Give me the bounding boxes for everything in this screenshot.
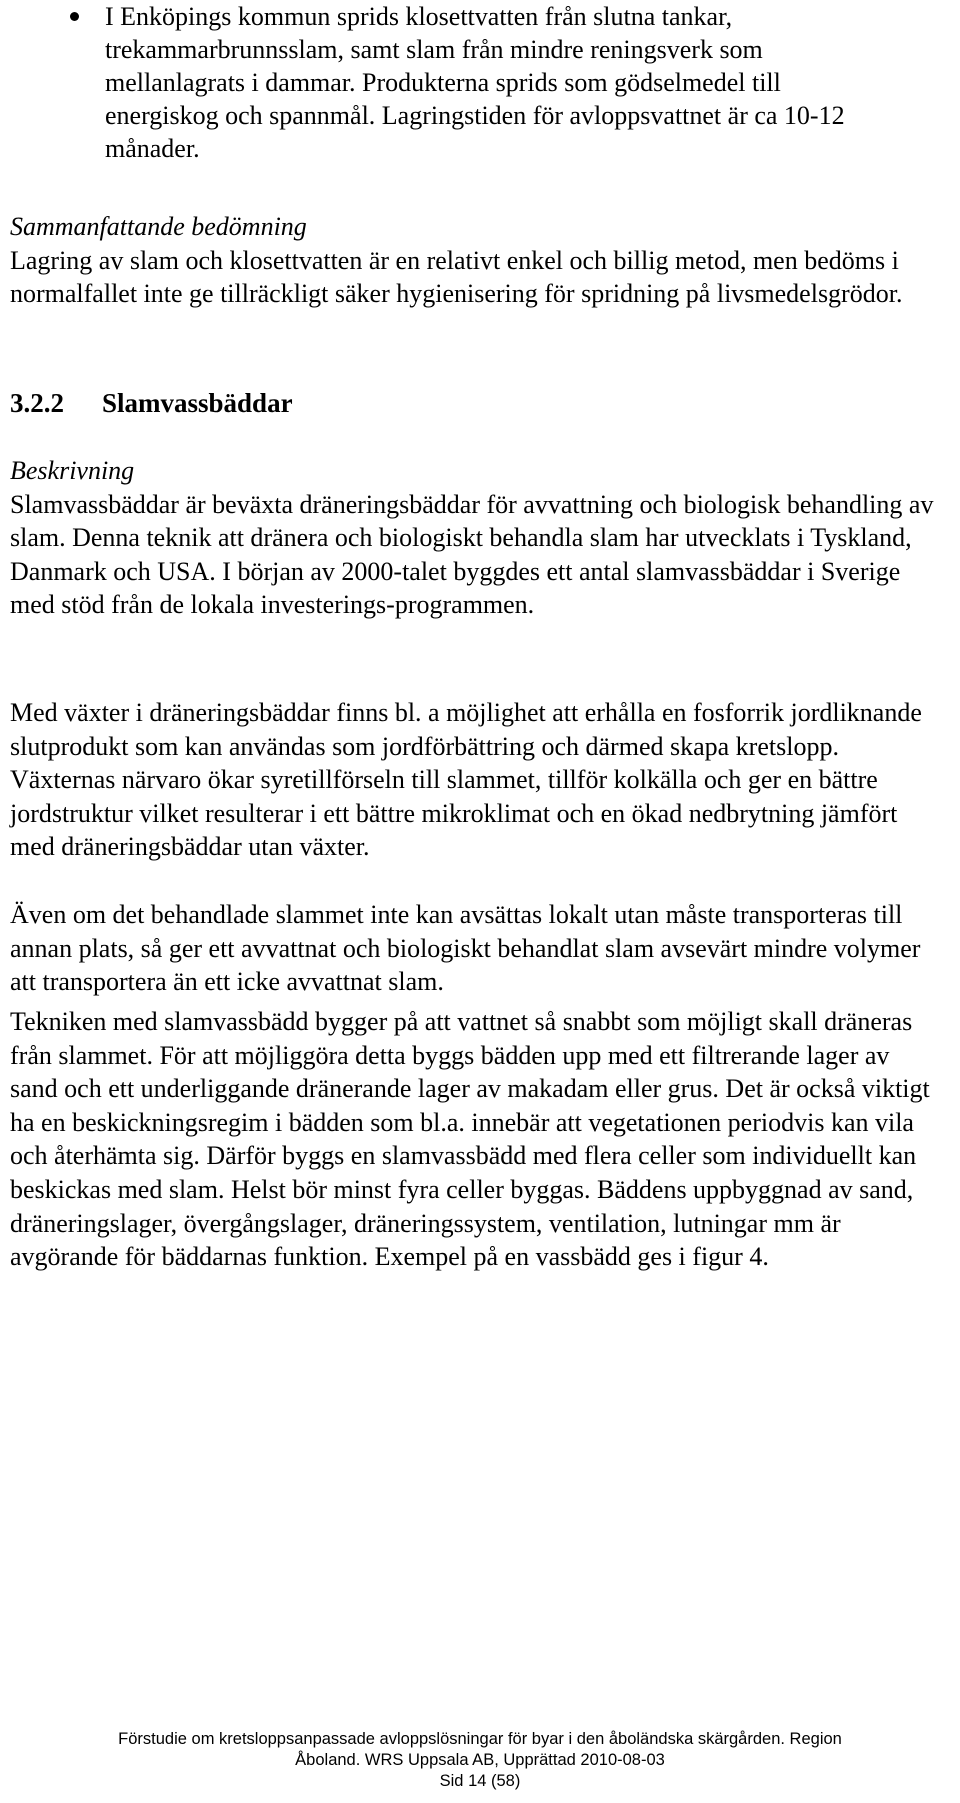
bullet-list-item bbox=[57, 0, 917, 165]
summary-text: Lagring av slam och klosettvatten är en relativt enkel och billig metod, men bedöms i normalfallet inte ge tillräckligt säker hygienisering för spridning på livsmedelsgrödor. bbox=[10, 245, 903, 309]
section-number: 3.2.2 bbox=[10, 388, 64, 418]
paragraph bbox=[10, 696, 935, 864]
footer-line: Åboland. WRS Uppsala AB, Upprättad 2010-08-03 bbox=[295, 1751, 665, 1769]
bullet-text: I Enköpings kommun sprids klosettvatten från slutna tankar, trekammarbrunnsslam, samt slam från mindre reningsverk som mellanlagrats i dammar. Produkterna sprids som gödselmedel till energiskog och spannmål. Lagringstiden för avloppsvattnet är ca 10-12 månader. bbox=[105, 2, 845, 163]
description-section bbox=[10, 454, 935, 622]
description-heading: Beskrivning bbox=[10, 456, 135, 485]
summary-section bbox=[10, 210, 935, 311]
section-title: Slamvassbäddar bbox=[102, 388, 293, 418]
paragraph-text: Även om det behandlade slammet inte kan avsättas lokalt utan måste transporteras till annan plats, så ger ett avvattnat och biologiskt behandlat slam avsevärt mindre volymer att transportera än ett icke avvattnat slam. bbox=[10, 900, 921, 997]
summary-heading: Sammanfattande bedömning bbox=[10, 212, 307, 241]
paragraph-text: Tekniken med slamvassbädd bygger på att vattnet så snabbt som möjligt skall dräneras från slammet. För att möjliggöra detta byggs bädden upp med ett filtrerande lager av sand och ett underliggande dränerande lager av makadam eller grus. Det är också viktigt ha en beskickningsregim i bädden som bl.a. innebär att vegetationen periodvis kan vila och återhämta sig. Därför byggs en slamvassbädd med flera celler som individuellt kan beskickas med slam. Helst bör minst fyra celler byggas. Bäddens uppbyggnad av sand, dräneringslager, övergångslager, dräneringssystem, ventilation, lutningar mm är avgörande för bäddarnas funktion. Exempel på en vassbädd ges i figur 4. bbox=[10, 1007, 930, 1272]
description-text: Slamvassbäddar är beväxta dräneringsbäddar för avvattning och biologisk behandling av slam. Denna teknik att dränera och biologiskt behandla slam har utvecklats i Tyskland, Danmark och USA. I början av 2000-talet byggdes ett antal slamvassbäddar i Sverige med stöd från de lokala investerings-programmen. bbox=[10, 489, 934, 620]
page-footer bbox=[0, 1729, 960, 1792]
page-number: Sid 14 (58) bbox=[439, 1772, 521, 1790]
footer-line: Förstudie om kretsloppsanpassade avloppslösningar för byar i den åboländska skärgården. Region bbox=[118, 1730, 842, 1748]
paragraph bbox=[10, 1005, 935, 1274]
section-heading bbox=[10, 386, 293, 420]
paragraph-text: Med växter i dräneringsbäddar finns bl. a möjlighet att erhålla en fosforrik jordliknande slutprodukt som kan användas som jordförbättring och därmed skapa kretslopp. Växternas närvaro ökar syretillförseln till slammet, tillför kolkälla och ger en bättre jordstruktur vilket resulterar i ett bättre mikroklimat och en ökad nedbrytning jämfört med dräneringsbäddar utan växter. bbox=[10, 698, 922, 862]
bullet-icon bbox=[70, 12, 79, 21]
paragraph bbox=[10, 898, 935, 999]
